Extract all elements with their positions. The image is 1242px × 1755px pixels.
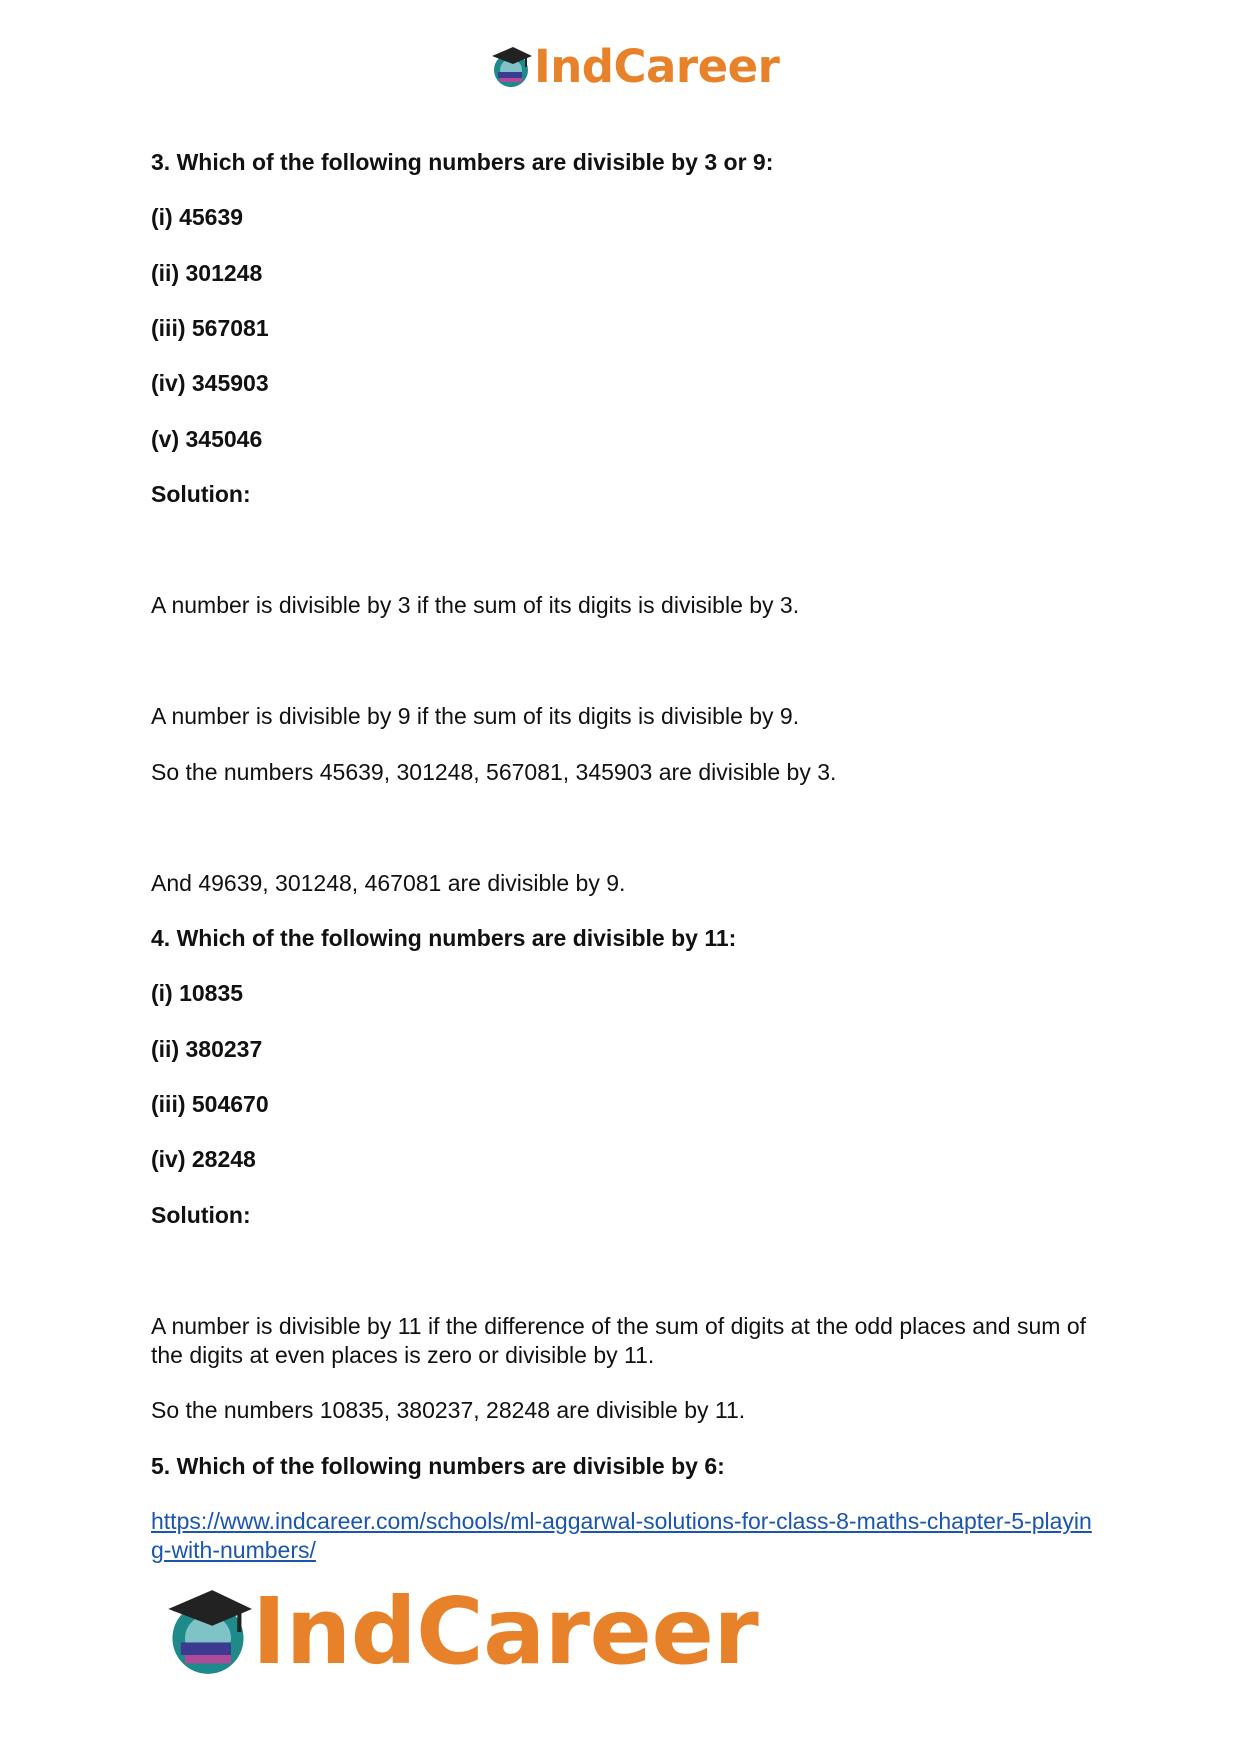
question-5-title: 5. Which of the following numbers are divisible by 6: [151,1453,725,1479]
footer-link-paragraph [151,1507,1101,1565]
q3-option-v: (v) 345046 [151,426,263,452]
q3-option-iii: (iii) 567081 [151,315,269,341]
graduation-cap-logo-icon [164,1586,252,1678]
q4-rule-11: A number is divisible by 11 if the difference of the sum of digits at the odd places and sum of the digits at even places is zero or divisible by 11. [151,1313,1087,1368]
graduation-cap-logo-icon [490,45,532,89]
footer-logo [164,1578,759,1685]
q4-option-ii: (ii) 380237 [151,1036,263,1062]
q4-option-iv: (iv) 28248 [151,1146,256,1172]
q3-option-ii: (ii) 301248 [151,260,263,286]
q3-answer-9: And 49639, 301248, 467081 are divisible by 9. [151,870,626,896]
q4-option-i: (i) 10835 [151,980,244,1006]
document-body [151,148,1101,1565]
q3-option-i: (i) 45639 [151,204,244,230]
question-3-title: 3. Which of the following numbers are divisible by 3 or 9: [151,149,774,175]
question-4-title: 4. Which of the following numbers are divisible by 11: [151,925,737,951]
source-link[interactable]: https://www.indcareer.com/schools/ml-aggarwal-solutions-for-class-8-maths-chapter-5-playing-with-numbers/ [151,1508,1092,1563]
header-logo-text: IndCareer [534,40,780,93]
header-logo [490,42,779,92]
q3-rule-9: A number is divisible by 9 if the sum of its digits is divisible by 9. [151,703,800,729]
q3-rule-3: A number is divisible by 3 if the sum of its digits is divisible by 3. [151,592,800,618]
footer-logo-text: IndCareer [252,1578,759,1685]
q3-solution-label: Solution: [151,481,251,507]
q4-answer-11: So the numbers 10835, 380237, 28248 are divisible by 11. [151,1397,746,1423]
q4-solution-label: Solution: [151,1202,251,1228]
q4-option-iii: (iii) 504670 [151,1091,269,1117]
q3-option-iv: (iv) 345903 [151,370,269,396]
q3-answer-3: So the numbers 45639, 301248, 567081, 345903 are divisible by 3. [151,759,837,785]
